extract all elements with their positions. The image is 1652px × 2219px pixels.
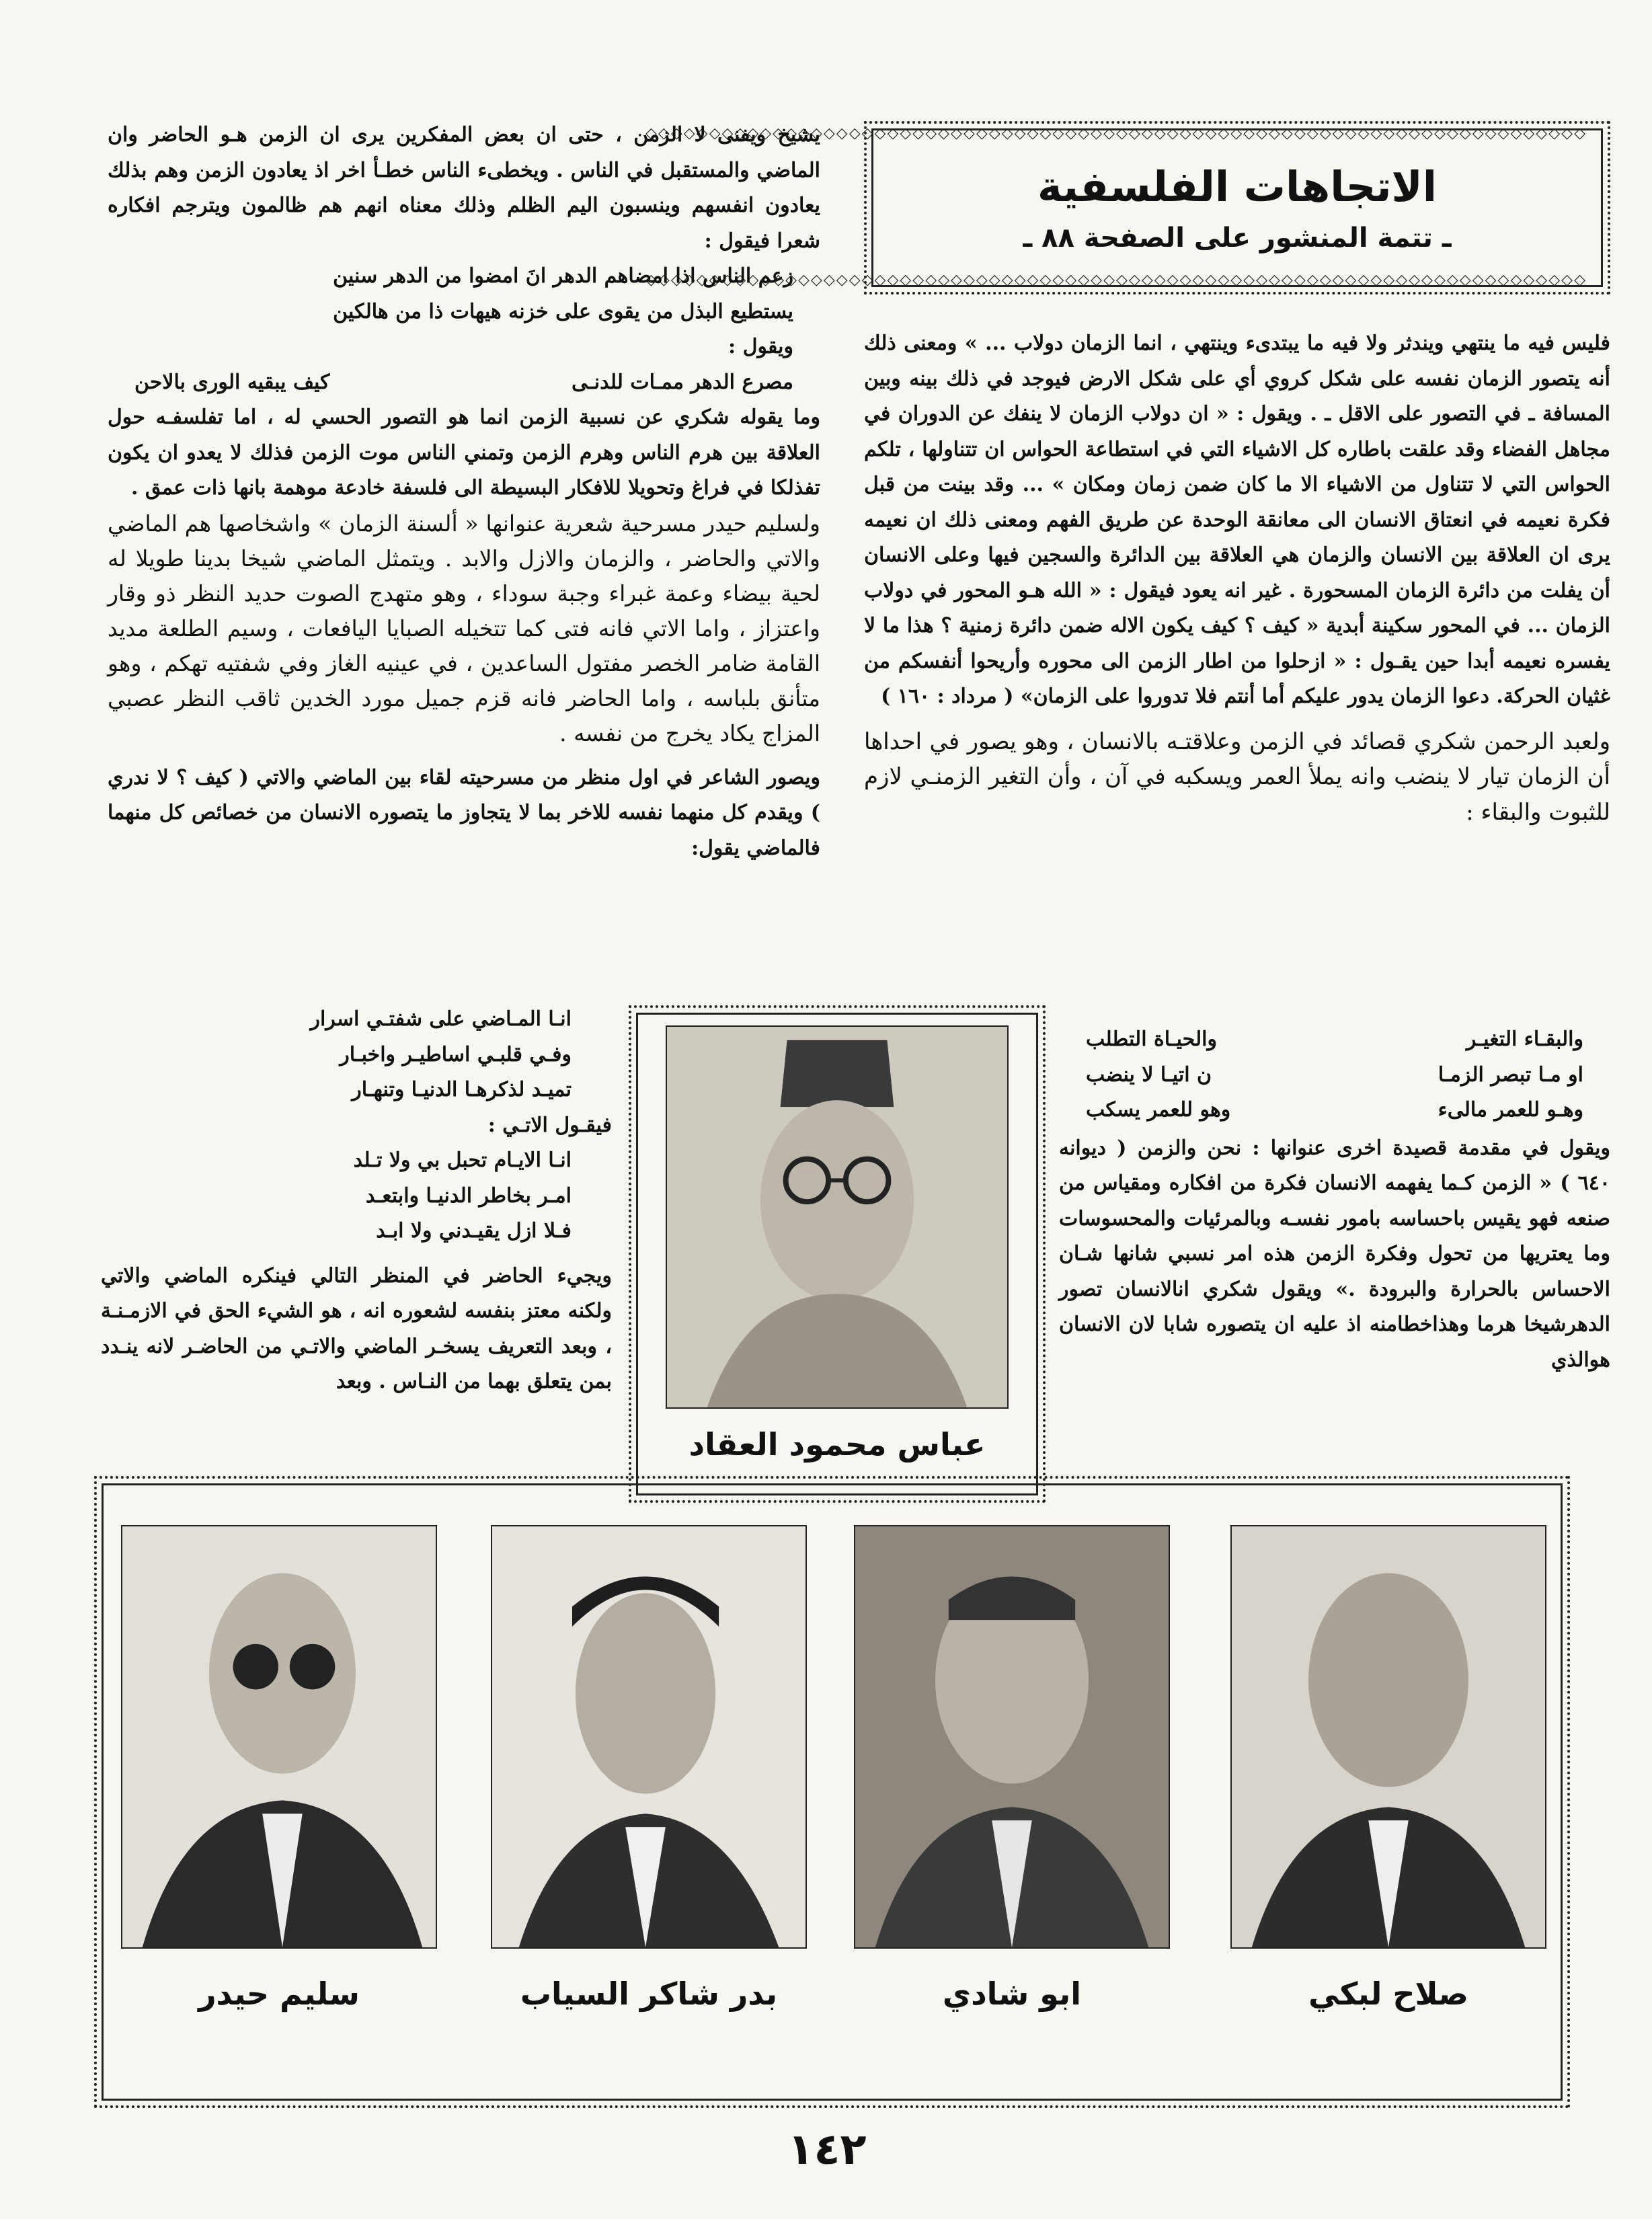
title-top-ornament: ◇◇◇◇◇◇◇◇◇◇◇◇◇◇◇◇◇◇◇◇◇◇◇◇◇◇◇◇◇◇◇◇◇◇◇◇◇◇◇◇◇◇◇◇◇◇◇◇◇◇◇◇◇◇◇◇◇◇◇◇◇◇◇◇◇◇◇◇◇◇◇◇◇◇	[645, 125, 1587, 142]
aqqad-photo-image	[667, 1027, 1007, 1407]
article-title: الاتجاهات الفلسفية	[1037, 162, 1437, 211]
right-verse-3b: وهو للعمر يسكب	[1086, 1098, 1231, 1122]
article-subtitle: ـ تتمة المنشور على الصفحة ٨٨ ـ	[1023, 223, 1452, 254]
left-column-bottom	[101, 1002, 612, 1486]
sayyab-photo	[491, 1525, 807, 1949]
future-verse-line-2: امـر بخاطر الدنيـا وابتعـد	[365, 1183, 572, 1208]
past-verse-line-2: وفـي قلبـي اساطيـر واخبـار	[340, 1042, 572, 1066]
salah-labaki-caption: صلاح لبكي	[1308, 1976, 1468, 2012]
abu-shadi-photo-image	[855, 1526, 1169, 1947]
left-verse-2b: كيف يبقيه الورى بالاحن	[134, 370, 330, 394]
right-paragraph-3: ويقول في مقدمة قصيدة اخرى عنوانها : نحن والزمن ( ديوانه ٦٤٠ ) « الزمن كـما يفهمه الانسان فكرة من افكاره ومقياس من صنعه فهو يقيس باحساسه بامور نفسـه وبالمرئيات والمحسوسات وما يعتريها من تحول وفكرة الزمن هذه امر نسبي شانها شـان الاحساس بالحرارة والبرودة .» ويقول شكري انالانسان تصور الدهرشيخا هرما وهذاخطامنه اذ عليه ان يتصوره شابا لان الانسان هوالذي	[1059, 1136, 1610, 1372]
past-verse-line-1: انـا المـاضي على شفتـي اسرار	[310, 1007, 572, 1031]
salim-haidar-caption: سليم حيدر	[198, 1976, 360, 2012]
right-verse-2b: ن اتيـا لا ينضب	[1086, 1062, 1212, 1087]
past-verse-line-3: تميـد لذكرهـا الدنيـا وتنهـار	[352, 1078, 572, 1101]
right-paragraph-1: فليس فيه ما ينتهي ويندثر ولا فيه ما يبتدىء وينتهي ، انما الزمان دولاب ... » ومعنى ذلك أنه يتصور الزمان نفسه على شكل كروي أي على شكل الارض فيوجد في ذلك بينه وبين المسافة ـ في التصور على الاقل ـ . ويقول : « ان دولاب الزمان لا ينفك عن الدوران في مجاهل الفضاء وقد علقت باطاره كل الاشياء التي في استطاعة الحواس ان تتناولها ، تلكم الحواس التي لا تتناول من الاشياء الا ما كان ضمن زمان ومكان » ... وقد بينت من قبل فكرة نعيمه في انعتاق الانسان الى معانقة الوحدة عن طريق الفهم ومعنى ذلك ان نعيمه يرى ان العلاقة بين الانسان والزمان هي العلاقة بين الدائرة والسجين فيها وعلى الانسان أن يفلت من دائرة الزمان المسحورة . غير انه يعود فيقول : « الله هـو المحور في دولاب الزمان ... في المحور سكينة أبدية « كيف ؟ كيف يكون الاله ضمن دائرة زمنية ؟ هذا ما لا يفسره نعيمه أبدا حين يقـول : « ازحلوا من اطار الزمن الى محوره وأريحوا أنفسكم من غثيان الحركة. دعوا الزمان يدور عليكم أما أنتم فلا تدوروا على الزمان» ( مرداد : ١٦٠ )	[864, 332, 1611, 708]
salah-labaki-photo	[1230, 1525, 1546, 1949]
future-verse-line-3: فـلا ازل يقيـدني ولا ابـد	[376, 1219, 572, 1243]
right-verse-1b: والحيـاة التطلب	[1086, 1027, 1217, 1051]
sayyab-photo-image	[492, 1526, 805, 1947]
left-verse-1-line-2: يستطيع البذل من يقوى على خزنه هيهات ذا من هالكين	[333, 299, 793, 323]
left-verse-2	[108, 365, 820, 401]
title-bottom-ornament: ◇◇◇◇◇◇◇◇◇◇◇◇◇◇◇◇◇◇◇◇◇◇◇◇◇◇◇◇◇◇◇◇◇◇◇◇◇◇◇◇◇◇◇◇◇◇◇◇◇◇◇◇◇◇◇◇◇◇◇◇◇◇◇◇◇◇◇◇◇◇◇◇◇◇	[645, 272, 1587, 288]
left-verse-1-line-1: زعم الناس اذا امضاهم الدهر انَ امضوا من الدهر سنين	[333, 264, 793, 288]
abu-shadi-caption: ابو شادي	[942, 1976, 1082, 2012]
abu-shadi-photo	[854, 1525, 1170, 1949]
right-verse-2a: او مـا تبصر الزمـا	[1438, 1062, 1583, 1087]
left-paragraph-4: ويصور الشاعر في اول منظر من مسرحيته لقاء بين الماضي والاتي ( كيف ؟ لا ندري ) ويقدم كل منهما نفسه للاخر بما لا يتجاوز ما يتصوره الانسان من خصائص كل منهما فالماضي يقول:	[108, 765, 820, 860]
future-says-label: فيقـول الاتـي :	[487, 1113, 612, 1137]
aqqad-caption: عباس محمود العقاد	[689, 1426, 986, 1463]
left-column-top	[108, 118, 820, 992]
future-verse-line-1: انـا الايـام تحبل بي ولا تـلد	[353, 1149, 572, 1172]
left-paragraph-3: ولسليم حيدر مسرحية شعرية عنوانها « ألسنة الزمان » واشخاصها هم الماضي والاتي والحاضر ، والزمان والازل والابد . ويتمثل الماضي شيخا بدينا طويلا له لحية بيضاء وعمة غبراء وجبة سوداء ، وهو متهدج الصوت حديد النظر ذو وقار واعتزاز ، واما الاتي فانه فتى كما تتخيله الصبايا اليافعات ، وسيم الطلعة مديد القامة ضامر الخصر مفتول الساعدين ، في عينيه الغاز وفي شفتيه تهكم ، وهو متأنق بلباسه ، واما الحاضر فانه قزم جميل مورد الخدين ثاقب النظر عصبي المزاج يكاد يخرج من نفسه .	[108, 510, 820, 746]
right-verse-3a: وهـو للعمر مالىء	[1438, 1098, 1583, 1122]
right-paragraph-2: ولعبد الرحمن شكري قصائد في الزمن وعلاقتـه بالانسان ، وهو يصور في احداها أن الزمان تيار لا ينضب وانه يملأ العمر ويسكبه في آن ، وأن التغير الزمنـي لازم للثبوت والبقاء :	[864, 728, 1610, 826]
right-column-bottom	[1059, 1022, 1610, 1513]
right-column-top	[864, 326, 1610, 1005]
left-paragraph-5: ويجيء الحاضر في المنظر التالي فينكره الماضي والاتي ولكنه معتز بنفسه لشعوره انه ، هو الشيء الحق في الازمـنـة ، وبعد التعريف يسخـر الماضي والاتـي من الحاضـر لانه ينـدد بمن يتعلق بهما من النـاس . وبعد	[101, 1263, 612, 1393]
salim-haidar-photo	[121, 1525, 437, 1949]
aqqad-photo	[666, 1025, 1009, 1409]
right-verse-1a: والبقـاء التغيـر	[1466, 1027, 1583, 1051]
right-verse-line-1	[1059, 1022, 1610, 1058]
salah-labaki-photo-image	[1232, 1526, 1545, 1947]
right-verse-line-3	[1059, 1093, 1610, 1128]
article-title-box	[645, 121, 1610, 295]
left-says-label: ويقول :	[728, 335, 793, 358]
left-paragraph-1: يشيخ ويفنى لا الزمن ، حتى ان بعض المفكرين يرى ان الزمن هـو الحاضر وان الماضي والمستقبل في الناس . ويخطىء الناس خطـأ اخر اذ يعادون الزمن وهم بذلك يعادون انفسهم وينسبون اليم الظلم وذلك معناه انهم هم ظالمون ويترجم افكاره شعرا فيقول :	[108, 123, 821, 253]
left-verse-2a: مصرع الدهر ممـات للدنـى	[571, 370, 793, 394]
page-number: ١٤٢	[787, 2125, 867, 2175]
left-paragraph-2: وما يقوله شكري عن نسبية الزمن انما هو التصور الحسي له ، اما تفلسفـه حول العلاقة بين هرم الناس وهرم الزمن وتمني الناس موت الزمن فذلك لا يعدو ان يكون تفذلكا في فراغ وتحويلا للافكار البسيطة الى فلسفة خادعة موهمة بانها ذات عمق .	[108, 405, 820, 500]
right-verse-line-2	[1059, 1058, 1610, 1093]
salim-haidar-photo-image	[122, 1526, 436, 1947]
sayyab-caption: بدر شاكر السياب	[520, 1976, 778, 2012]
